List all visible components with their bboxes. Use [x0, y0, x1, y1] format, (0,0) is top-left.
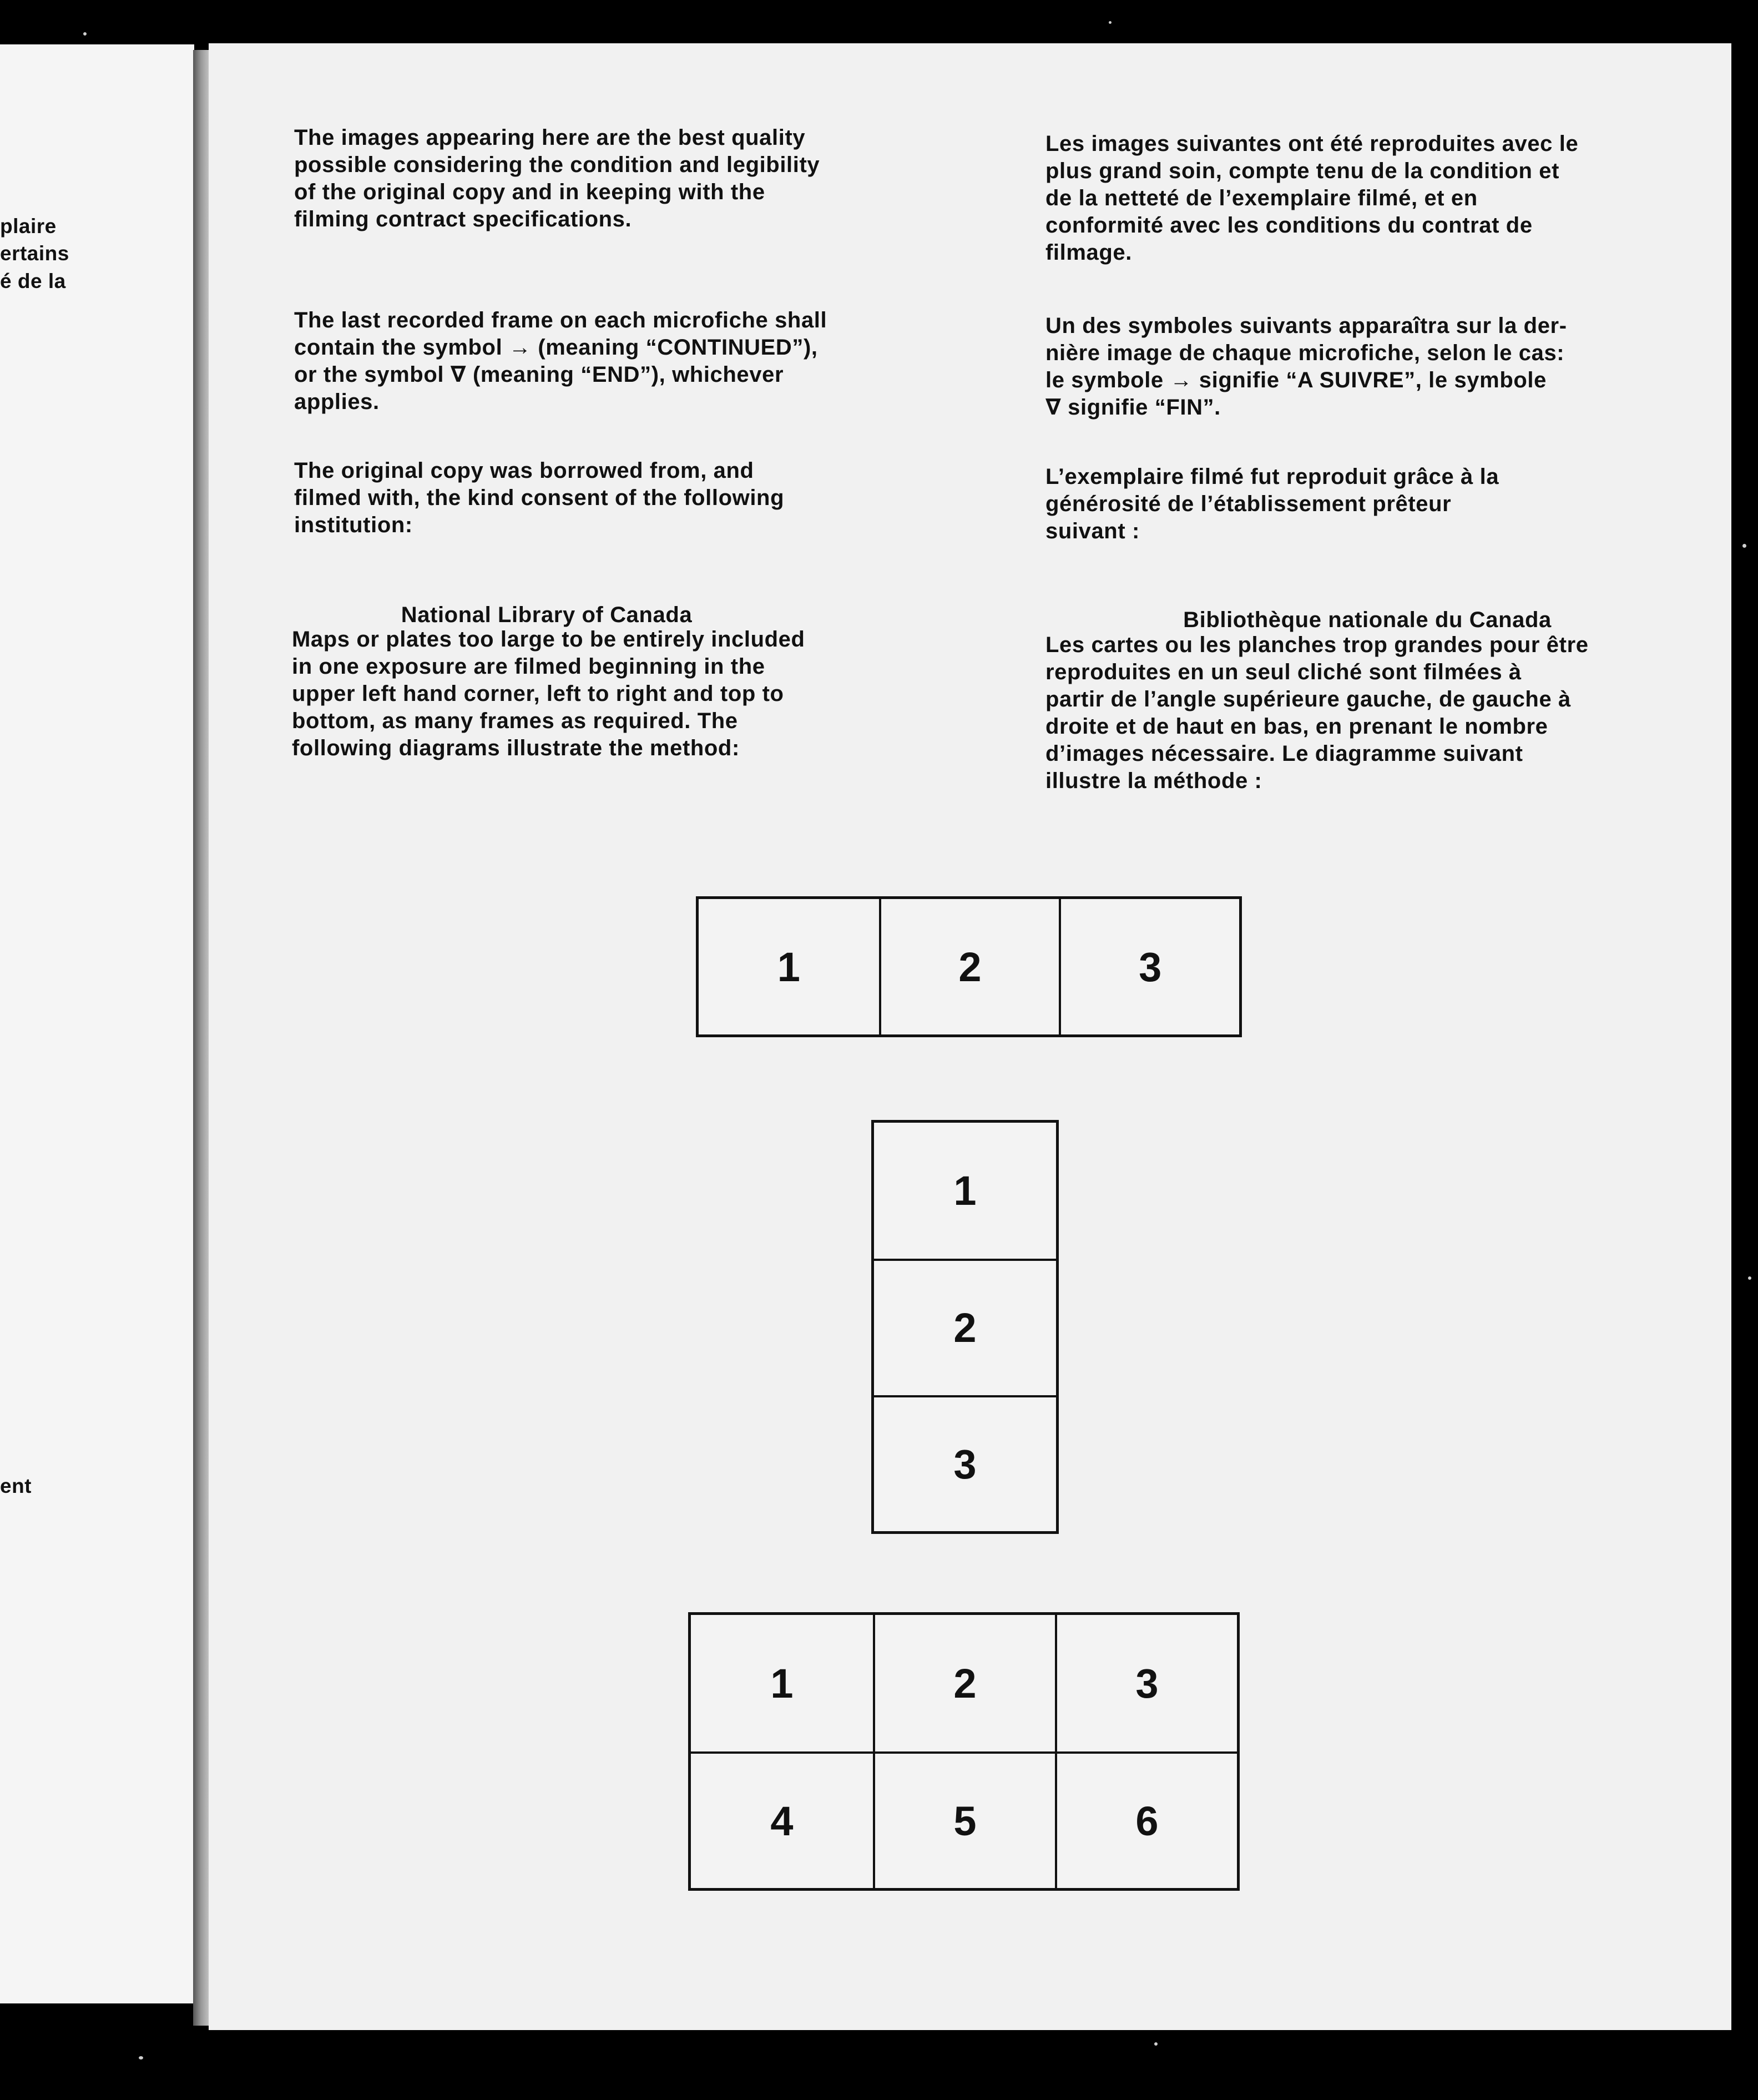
institution-name-fr: Bibliothèque nationale du Canada — [1183, 608, 1552, 632]
english-paragraph-maps: Maps or plates too large to be entirely included in one exposure are filmed beginning in the upper left hand corner, left to right and top to bottom, as many frames as required. The following diagrams illustrate the method: — [292, 627, 805, 760]
diagram-cell: 1 — [953, 1168, 977, 1214]
diagram-cell: 4 — [691, 1751, 873, 1888]
diagram-cell: 6 — [1055, 1751, 1237, 1888]
french-paragraph-maps: Les cartes ou les planches trop grandes pour être reproduites en un seul cliché sont filmées à partir de l’angle supérieure gauche, de gauche à droite et de haut en bas, en prenant le nombre d’images nécessaire. Le diagramme suivant illustre la méthode : — [1045, 633, 1589, 793]
diagram-cell: 3 — [874, 1395, 1056, 1531]
scan-speck — [139, 2056, 143, 2059]
document-page — [209, 43, 1731, 2030]
diagram-row-of-three — [696, 896, 1242, 1037]
scan-speck — [1742, 544, 1746, 548]
scan-speck — [1154, 2042, 1158, 2046]
french-paragraph-institution: L’exemplaire filmé fut reproduit grâce à la générosité de l’établissement prêteur suivant : — [1045, 465, 1499, 543]
french-paragraph-quality: Les images suivantes ont été reproduites avec le plus grand soin, compte tenu de la condition et de la netteté de l’exemplaire filmé, et en conformité avec les conditions du contrat de filmage. — [1045, 132, 1579, 265]
left-text-fragment: ent — [0, 1475, 32, 1497]
left-page-fragment — [0, 44, 194, 2003]
english-paragraph-institution: The original copy was borrowed from, and filmed with, the kind consent of the following institution: — [294, 458, 785, 537]
french-paragraph-symbols: Un des symboles suivants apparaîtra sur la der- nière image de chaque microfiche, selon le cas: le symbole → signifie “A SUIVRE”, le symbole ∇ signifie “FIN”. — [1045, 314, 1567, 420]
english-paragraph-quality: The images appearing here are the best quality possible considering the condition and legibility of the original copy and in keeping with the filming contract specifications. — [294, 125, 820, 231]
diagram-cell: 1 — [777, 943, 800, 990]
left-text-fragment: é de la — [0, 270, 66, 292]
diagram-cell: 3 — [1055, 1615, 1237, 1751]
left-text-fragment: plaire — [0, 215, 57, 238]
diagram-cell: 2 — [879, 899, 1059, 1034]
diagram-cell: 3 — [1059, 899, 1239, 1034]
diagram-cell: 1 — [770, 1660, 794, 1707]
english-paragraph-symbols: The last recorded frame on each microfiche shall contain the symbol → (meaning “CONTINUED”), or the symbol ∇ (meaning “END”), whichever applies. — [294, 308, 827, 414]
institution-name-en: National Library of Canada — [401, 603, 693, 627]
diagram-grid-three-by-two — [688, 1612, 1240, 1891]
diagram-column-of-three — [871, 1120, 1059, 1534]
scan-speck — [83, 32, 87, 36]
diagram-cell: 5 — [873, 1751, 1055, 1888]
scan-speck — [1748, 1276, 1751, 1280]
left-text-fragment: ertains — [0, 242, 69, 265]
diagram-cell: 2 — [873, 1615, 1055, 1751]
scan-speck — [1109, 21, 1112, 24]
diagram-cell: 2 — [874, 1259, 1056, 1395]
